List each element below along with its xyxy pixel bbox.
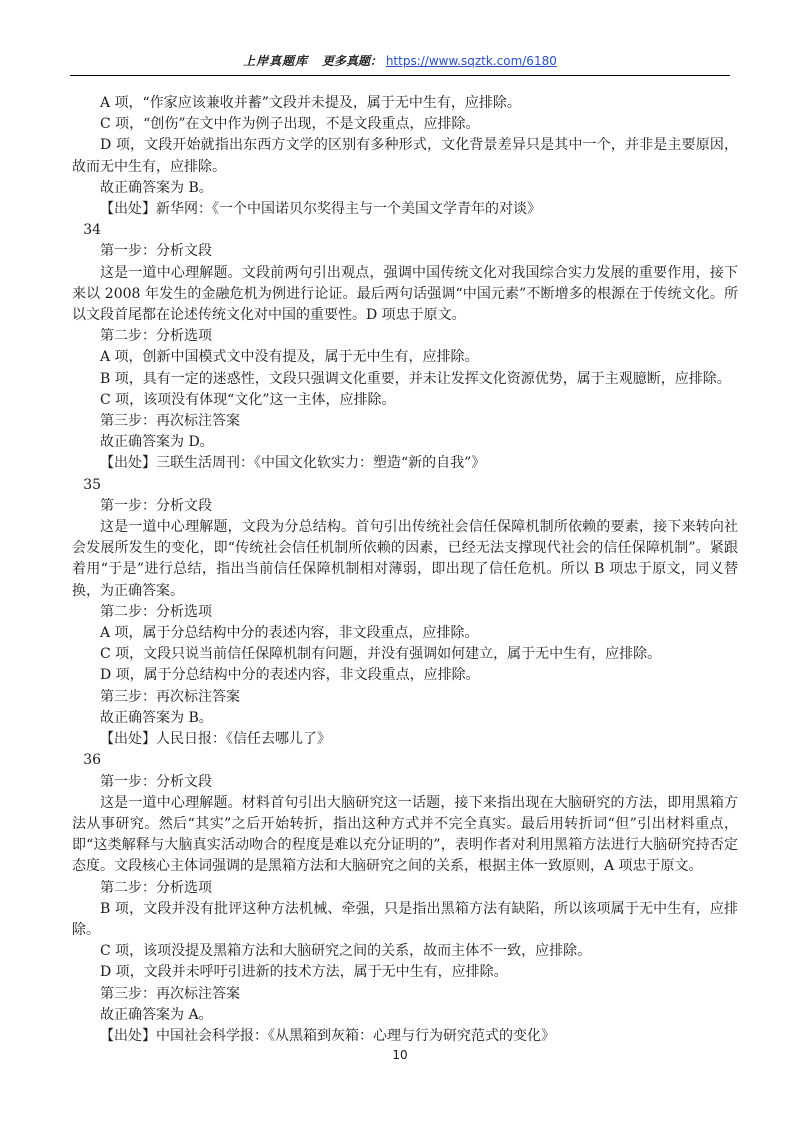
text-line: 故正确答案为 B。 (100, 179, 213, 196)
text-line: 【出处】人民日报：《信任去哪儿了》 (100, 731, 331, 748)
text-line: 故正确答案为 B。 (100, 709, 213, 726)
page-number: 10 (392, 1048, 408, 1062)
text-line: A 项，“作家应该兼收并蓄”文段并未提及，属于无中生有，应排除。 (100, 95, 521, 111)
text-line: A 项，属于分总结构中分的表述内容，非文段重点，应排除。 (100, 625, 479, 642)
page-header (0, 48, 800, 74)
text-line: C 项，该项没有体现“文化”这一主体，应排除。 (100, 391, 396, 408)
text-line: 这是一道中心理解题。材料首句引出大脑研究这一话题，接下来指出现在大脑研究的方法，即用黑箱方法从事研究。然后“其实”之后开始转折，指出这种方式并不完全真实。最后用转折词“但”引出材料重点，即“这类解释与大脑真实活动吻合的程度是难以充分证明的”，表明作者对利用黑箱方法进行大脑研究持否定态度。文段核心主体词强调的是黑箱方法和大脑研究之间的关系，根据主体一致原则，A 项忠于原文。 (72, 794, 738, 875)
text-line: 第二步：分析选项 (100, 328, 212, 345)
header-link[interactable]: https://www.sqztk.com/6180 (385, 54, 557, 68)
text-line: D 项，文段并未呼吁引进新的技术方法，属于无中生有，应排除。 (100, 964, 508, 981)
question-number: 36 (83, 752, 102, 769)
text-line: B 项，文段并没有批评这种方法机械、牵强，只是指出黑箱方法有缺陷，所以该项属于无中生有，应排除。 (72, 900, 738, 938)
text-line: B 项，具有一定的迷惑性，文段只强调文化重要，并未让发挥文化资源优势，属于主观臆断，应排除。 (100, 370, 731, 387)
text-line: D 项，属于分总结构中分的表述内容，非文段重点，应排除。 (100, 667, 480, 684)
text-line: 第三步：再次标注答案 (100, 985, 240, 1002)
text-line: 【出处】三联生活周刊：《中国文化软实力：塑造“新的自我”》 (100, 455, 486, 472)
question-number: 34 (83, 222, 102, 239)
question-number: 35 (83, 476, 102, 493)
text-line: C 项，“创伤”在文中作为例子出现，不是文段重点，应排除。 (100, 116, 480, 133)
text-line: 第二步：分析选项 (100, 879, 212, 896)
text-line: 【出处】中国社会科学报：《从黑箱到灰箱：心理与行为研究范式的变化》 (100, 1027, 555, 1044)
text-line: 第三步：再次标注答案 (100, 688, 240, 705)
text-line: 【出处】新华网：《一个中国诺贝尔奖得主与一个美国文学青年的对谈》 (100, 201, 541, 218)
text-line: A 项，创新中国模式文中没有提及，属于无中生有，应排除。 (100, 349, 479, 366)
text-line: 第一步：分析文段 (100, 773, 212, 790)
text-line: C 项，该项没提及黑箱方法和大脑研究之间的关系，故而主体不一致，应排除。 (100, 943, 592, 960)
text-line: 故正确答案为 A。 (100, 1006, 213, 1023)
text-line: 第一步：分析文段 (100, 497, 212, 514)
text-line: 这是一道中心理解题，文段为分总结构。首句引出传统社会信任保障机制所依赖的要素，接下来转向社会发展所发生的变化，即“传统社会信任机制所依赖的因素，已经无法支撑现代社会的信任保障机制”。紧跟着用“于是”进行总结，指出当前信任保障机制相对薄弱，即出现了信任危机。所以 B 项忠于原文，同义替换，为正确答案。 (72, 519, 738, 599)
text-line: 故正确答案为 D。 (100, 434, 214, 451)
text-line: 第二步：分析选项 (100, 603, 212, 620)
text-line: 这是一道中心理解题。文段前两句引出观点，强调中国传统文化对我国综合实力发展的重要作用，接下来以 2008 年发生的金融危机为例进行论证。最后两句话强调“中国元素”不断增多的根源在于传统文化。所以文段首尾都在论述传统文化对中国的重要性。D 项忠于原文。 (72, 264, 738, 324)
header-brand: 上岸真题库 (243, 54, 309, 68)
header-label: 更多真题： (321, 54, 382, 68)
header-divider (70, 75, 730, 76)
text-line: 第一步：分析文段 (100, 243, 212, 260)
text-line: 第三步：再次标注答案 (100, 413, 240, 430)
text-line: D 项，文段开始就指出东西方文学的区别有多种形式，文化背景差异只是其中一个，并非是主要原因，故而无中生有，应排除。 (72, 137, 738, 175)
document-body (72, 93, 738, 1047)
text-line: C 项，文段只说当前信任保障机制有问题，并没有强调如何建立，属于无中生有，应排除。 (100, 646, 662, 663)
